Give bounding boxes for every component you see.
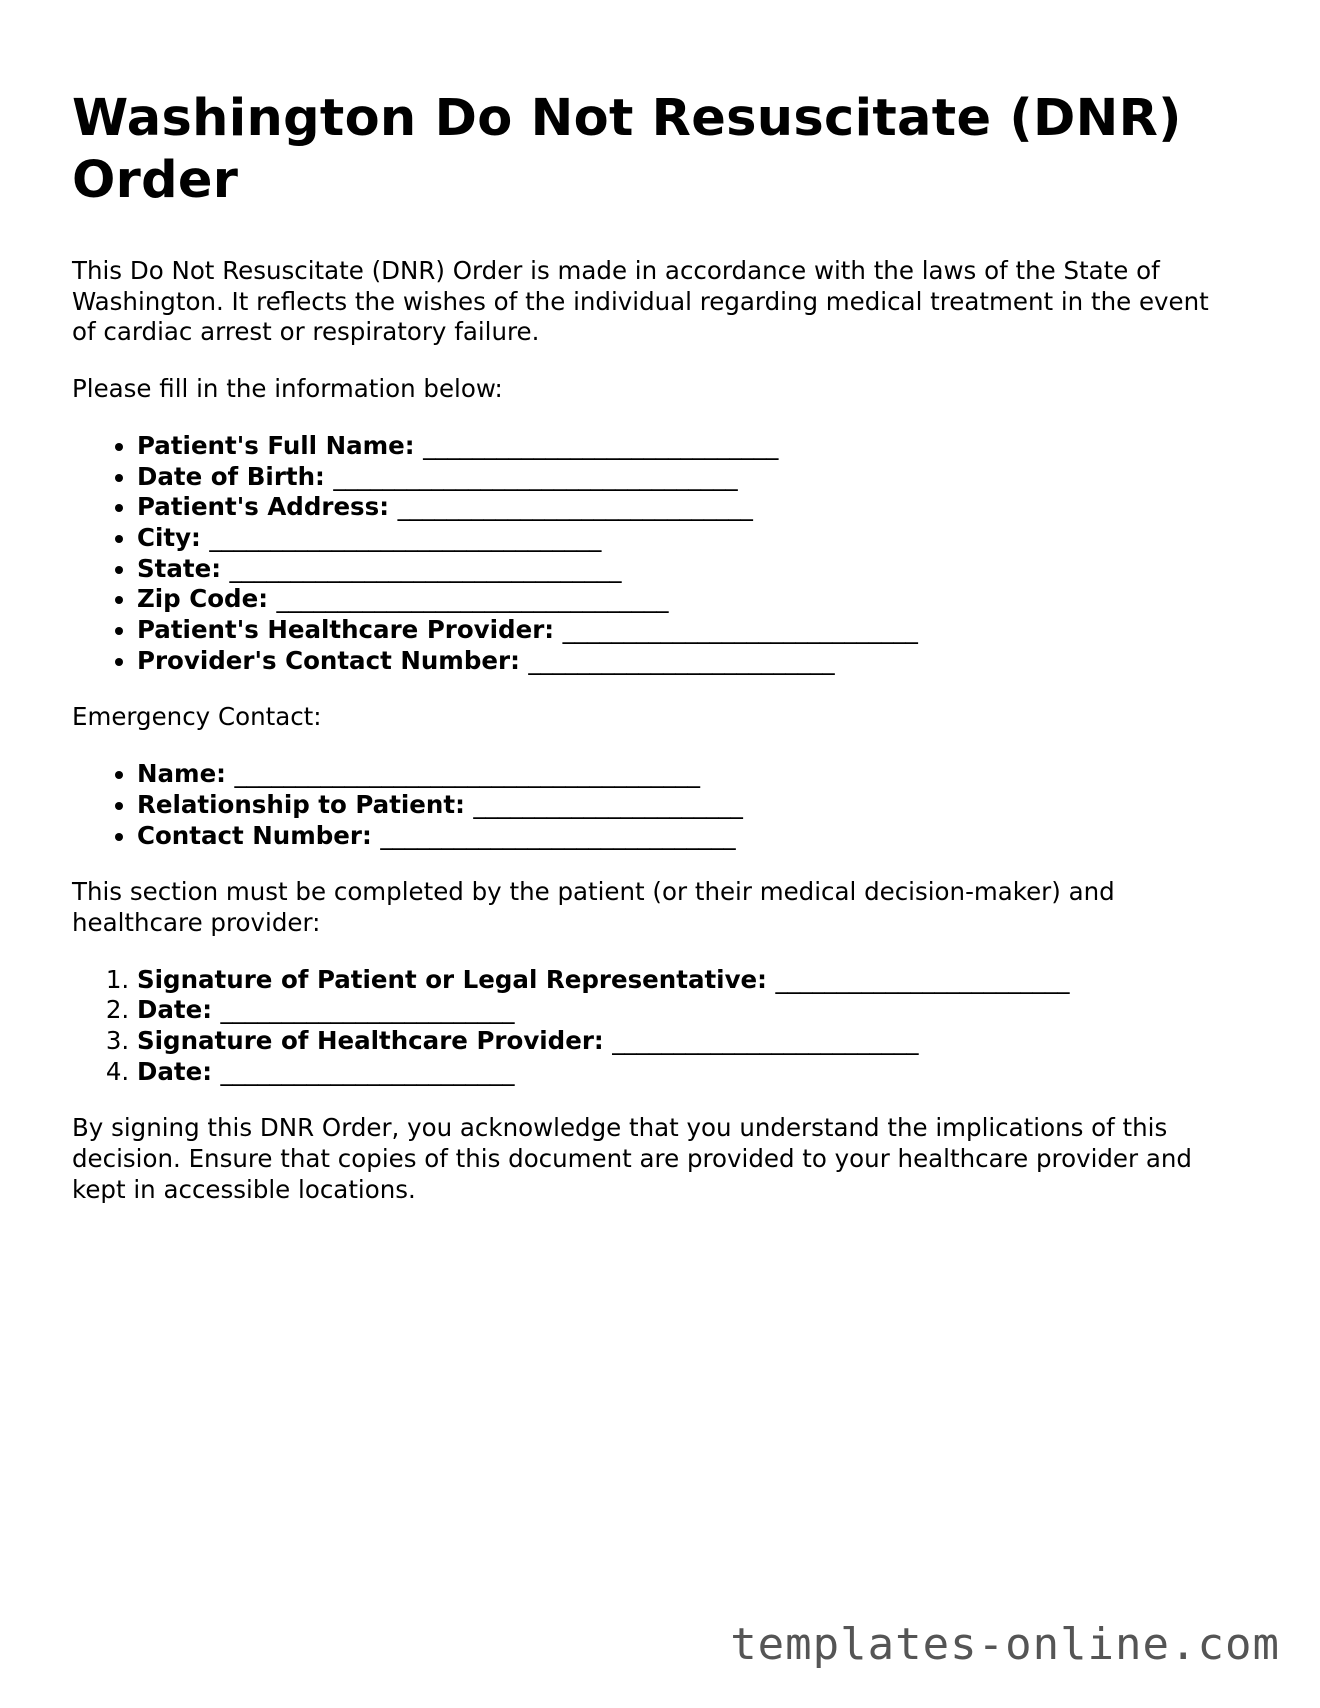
fill-blank[interactable]: _____________________________ <box>397 492 753 522</box>
field-label: Patient's Address: <box>137 492 390 522</box>
fill-blank[interactable]: _____________________________ <box>562 615 918 645</box>
document-page <box>72 88 1232 1206</box>
list-item <box>137 615 1232 646</box>
list-item <box>137 759 1232 790</box>
fill-blank[interactable]: ________________________________ <box>276 584 669 614</box>
field-label: Date: <box>137 1056 212 1086</box>
watermark: templates-online.com <box>730 1619 1280 1670</box>
emergency-contact-list <box>72 759 1232 851</box>
field-label: Zip Code: <box>137 584 268 614</box>
fill-blank[interactable]: ______________________ <box>473 789 743 819</box>
list-item <box>137 523 1232 554</box>
signature-blank[interactable]: _________________________ <box>612 1026 919 1056</box>
field-label: Name: <box>137 759 226 789</box>
signature-list <box>72 965 1232 1088</box>
list-item <box>137 584 1232 615</box>
fill-blank[interactable]: ________________________________ <box>229 553 622 583</box>
closing-paragraph: By signing this DNR Order, you acknowledge that you understand the implications of this decision. Ensure that copies of this document are provided to your healthcare provider and kept in accessible locations. <box>72 1113 1192 1204</box>
field-label: Provider's Contact Number: <box>137 645 520 675</box>
document-title: Washington Do Not Resuscitate (DNR) Order <box>72 89 1182 210</box>
field-label: Contact Number: <box>137 820 372 850</box>
field-label: Relationship to Patient: <box>137 789 465 819</box>
field-label: City: <box>137 522 201 552</box>
field-label: State: <box>137 553 222 583</box>
fill-prompt: Please fill in the information below: <box>72 374 503 404</box>
fill-blank[interactable]: _________________________ <box>528 645 835 675</box>
emergency-contact-heading: Emergency Contact: <box>72 702 322 732</box>
list-item <box>137 1057 1232 1088</box>
field-label: Date of Birth: <box>137 461 325 491</box>
list-item <box>137 1026 1232 1057</box>
list-item <box>137 995 1232 1026</box>
field-label: Signature of Healthcare Provider: <box>137 1026 604 1056</box>
fill-blank[interactable]: _________________________________ <box>333 461 738 491</box>
fill-blank[interactable]: ______________________________________ <box>234 759 701 789</box>
list-item <box>137 431 1232 462</box>
list-item <box>137 554 1232 585</box>
list-item <box>137 492 1232 523</box>
section-note: This section must be completed by the patient (or their medical decision-maker) and healthcare provider: <box>72 877 1115 937</box>
fill-blank[interactable]: _____________________________ <box>423 430 779 460</box>
field-label: Patient's Healthcare Provider: <box>137 615 555 645</box>
list-item <box>137 462 1232 493</box>
date-blank[interactable]: ________________________ <box>220 1056 515 1086</box>
fill-blank[interactable]: _____________________________ <box>380 820 736 850</box>
list-item <box>137 646 1232 677</box>
field-label: Patient's Full Name: <box>137 430 415 460</box>
list-item <box>137 790 1232 821</box>
date-blank[interactable]: ________________________ <box>220 995 515 1025</box>
field-label: Date: <box>137 995 212 1025</box>
fill-blank[interactable]: ________________________________ <box>209 522 602 552</box>
list-item <box>137 965 1232 996</box>
intro-paragraph: This Do Not Resuscitate (DNR) Order is made in accordance with the laws of the State of Washington. It reflects the wishes of the individual regarding medical treatment in the event of cardiac arrest or respiratory failure. <box>72 256 1209 347</box>
field-label: Signature of Patient or Legal Representative: <box>137 964 767 994</box>
signature-blank[interactable]: ________________________ <box>775 964 1070 994</box>
list-item <box>137 821 1232 852</box>
patient-info-list <box>72 431 1232 677</box>
